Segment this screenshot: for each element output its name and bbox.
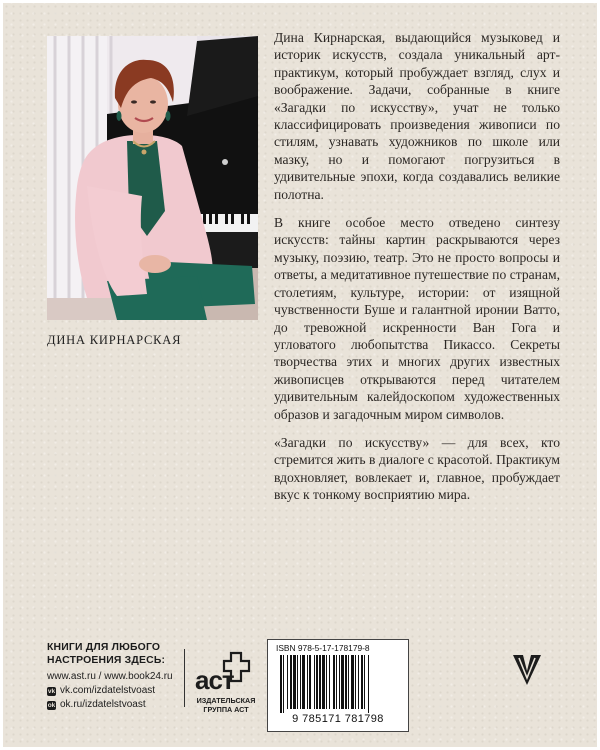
annotation-text	[274, 29, 560, 515]
barcode-box	[267, 639, 409, 732]
promo-ok-link[interactable]	[47, 698, 173, 712]
vk-link-text: vk.com/izdatelstvoast	[60, 685, 156, 697]
publisher-name-line: ГРУППА АСТ	[203, 705, 249, 714]
book-back-cover	[3, 3, 597, 747]
promo-vk-link[interactable]	[47, 684, 173, 698]
ast-logo-text: аст	[195, 665, 234, 695]
author-photo	[47, 36, 258, 320]
ok-icon: ok	[47, 702, 56, 709]
v-publisher-logo-icon	[512, 653, 542, 687]
paragraph: В книге особое место отведено синтезу искусств: тайны картин раскрываются через музыку, поэзию, театр. Это не просто вопросы и ответы, а медитативное путешествие по странам, столетиям, культуре, истории: от изящной чувственности Буше и галантной иронии Ватто, до тревожной искренности Ван Гога и угловатого любопытства Пикассо. Секреты творчества этих и многих других известных живописцев открываются перед читателем удивительным калейдоскопом художественных образов и загадочным миром символов.	[274, 215, 560, 422]
ok-link-text: ok.ru/izdatelstvoast	[60, 699, 146, 711]
barcode-digits: 9 785171 781798	[292, 713, 384, 725]
paragraph: Дина Кирнарская, выдающийся музыковед и историк искусств, создала уникальный арт-практикум, который пробуждает взгляд, слух и воображение. Задачи, собранные в книге «Загадки по искусству», учат не только классифицировать произведения живописи по стилям, узнавать художников по школе или мазку, но и помогают погрузиться в удивительные эпохи, когда создавались великие полотна.	[274, 30, 560, 202]
promo-sites-link[interactable]: www.ast.ru / www.book24.ru	[47, 671, 173, 682]
ast-logo-icon	[193, 651, 253, 695]
promo-block	[47, 641, 173, 713]
publisher-name-line: ИЗДАТЕЛЬСКАЯ	[196, 696, 256, 705]
vk-icon: vk	[47, 687, 56, 695]
divider	[184, 649, 185, 707]
barcode-icon	[280, 655, 396, 713]
paragraph: «Загадки по искусству» — для всех, кто стремится жить в диалоге с красотой. Практикум вдохновляет, вовлекает и, главное, пробуждает вкус к тонкому восприятию мира.	[274, 434, 560, 503]
isbn-text: ISBN 978-5-17-178179-8	[276, 643, 370, 653]
publisher-name	[193, 696, 259, 714]
promo-title-line: КНИГИ ДЛЯ ЛЮБОГО	[47, 642, 161, 653]
author-caption: ДИНА КИРНАРСКАЯ	[47, 333, 182, 347]
promo-title-line: НАСТРОЕНИЯ ЗДЕСЬ:	[47, 655, 166, 666]
